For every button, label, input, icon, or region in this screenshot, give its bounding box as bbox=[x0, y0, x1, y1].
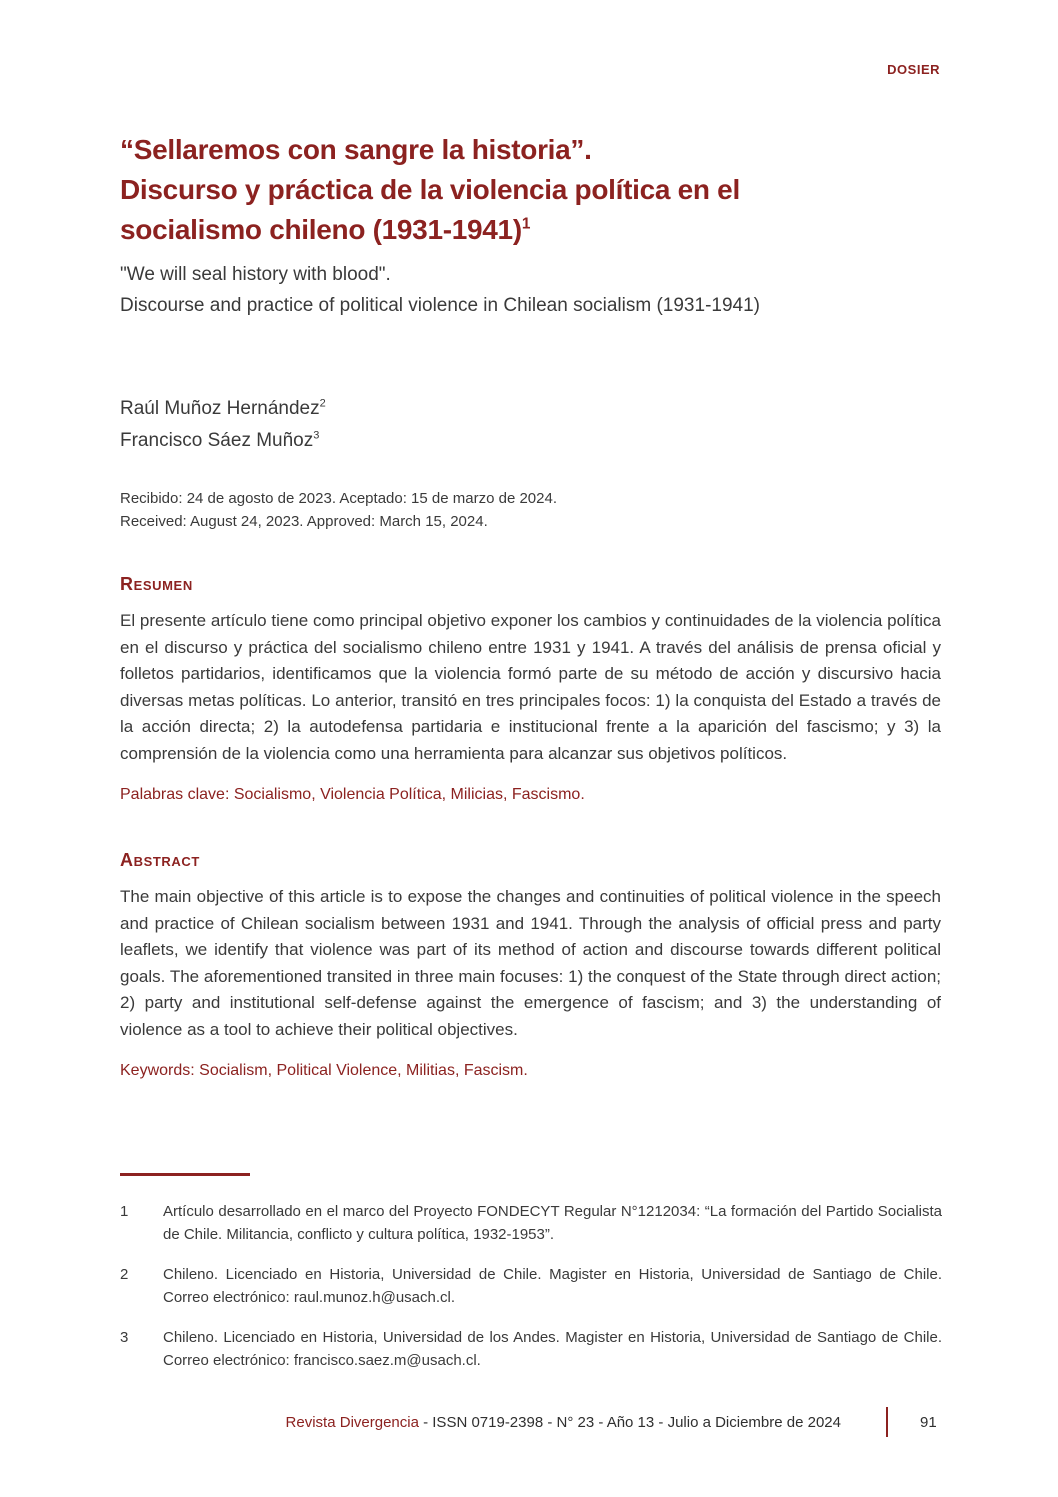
page-number: 91 bbox=[920, 1413, 937, 1431]
title-line-3: socialismo chileno (1931-1941) bbox=[120, 214, 522, 245]
page-footer bbox=[0, 1404, 1058, 1440]
footnote-3-text: Chileno. Licenciado en Historia, Universidad de los Andes. Magister en Historia, Universidad de Santiago de Chile. Correo electrónico: francisco.saez.m@usach.cl. bbox=[163, 1329, 942, 1369]
author-2-name: Francisco Sáez Muñoz bbox=[120, 430, 314, 451]
footnote-2-text: Chileno. Licenciado en Historia, Universidad de Chile. Magister en Historia, Universidad de Santiago de Chile. Correo electrónico: raul.munoz.h@usach.cl. bbox=[163, 1266, 942, 1306]
author-1 bbox=[120, 393, 326, 425]
title-line-1: “Sellaremos con sangre la historia”. bbox=[120, 134, 592, 165]
palabras-clave: Palabras clave: Socialismo, Violencia Política, Milicias, Fascismo. bbox=[120, 786, 585, 803]
subtitle-line-1: "We will seal history with blood". bbox=[120, 264, 391, 285]
abstract-text: The main objective of this article is to expose the changes and continuities of political violence in the speech and practice of Chilean socialism between 1931 and 1941. Through the analysis of official press and party leaflets, we identify that violence was part of its method of action and discourse towards different political goals. The aforementioned transited in three main focuses: 1) the conquest of the State through direct action; 2) party and institutional self-defense against the emergence of fascism; and 3) the understanding of violence as a tool to achieve their political objectives. bbox=[120, 887, 941, 1039]
journal-issue-info: - ISSN 0719-2398 - N° 23 - Año 13 - Julio a Diciembre de 2024 bbox=[418, 1413, 841, 1431]
footnote-2-number: 2 bbox=[120, 1266, 129, 1283]
title-line-2: Discurso y práctica de la violencia política en el bbox=[120, 174, 740, 205]
footnote-1 bbox=[120, 1200, 942, 1246]
subtitle-line-2: Discourse and practice of political violence in Chilean socialism (1931-1941) bbox=[120, 295, 760, 316]
footnote-3-number: 3 bbox=[120, 1329, 129, 1346]
dates-english: Received: August 24, 2023. Approved: March 15, 2024. bbox=[120, 513, 488, 530]
article-title-en bbox=[120, 259, 880, 321]
author-1-footnote-ref: 2 bbox=[319, 397, 326, 410]
footer-divider-bar bbox=[886, 1407, 888, 1437]
dates-spanish: Recibido: 24 de agosto de 2023. Aceptado: 15 de marzo de 2024. bbox=[120, 490, 557, 507]
dossier-section-label: DOSIER bbox=[887, 62, 940, 77]
resumen-text: El presente artículo tiene como principal objetivo exponer los cambios y continuidades de la violencia política en el discurso y práctica del socialismo chileno entre 1931 y 1941. A través del análisis de prensa oficial y folletos partidarios, identificamos que la violencia formó parte de su método de acción y discursivo hacia diversas metas políticas. Lo anterior, transitó en tres principales focos: 1) la conquista del Estado a través de la acción directa; 2) la autodefensa partidaria e institucional frente a la aparición del fascismo; y 3) la comprensión de la violencia como una herramienta para alcanzar sus objetivos políticos. bbox=[120, 611, 941, 763]
footnote-1-number: 1 bbox=[120, 1203, 129, 1220]
submission-dates bbox=[120, 487, 557, 533]
footnote-3 bbox=[120, 1326, 942, 1372]
footnote-1-text: Artículo desarrollado en el marco del Proyecto FONDECYT Regular N°1212034: “La formación del Partido Socialista de Chile. Militancia, conflicto y cultura política, 1932-1953”. bbox=[163, 1203, 942, 1243]
author-1-name: Raúl Muñoz Hernández bbox=[120, 398, 320, 419]
abstract-heading: Abstract bbox=[120, 850, 200, 870]
resumen-heading: Resumen bbox=[120, 574, 193, 594]
article-title-es bbox=[120, 130, 880, 250]
keywords-line: Keywords: Socialism, Political Violence, Militias, Fascism. bbox=[120, 1062, 528, 1079]
footnote-2 bbox=[120, 1263, 942, 1309]
author-list bbox=[120, 393, 326, 457]
author-2 bbox=[120, 425, 326, 457]
footnote-list bbox=[120, 1200, 942, 1389]
author-2-footnote-ref: 3 bbox=[313, 429, 320, 442]
footnote-separator-rule bbox=[120, 1173, 250, 1176]
journal-name: Revista Divergencia bbox=[285, 1413, 419, 1431]
title-footnote-ref: 1 bbox=[521, 215, 531, 233]
